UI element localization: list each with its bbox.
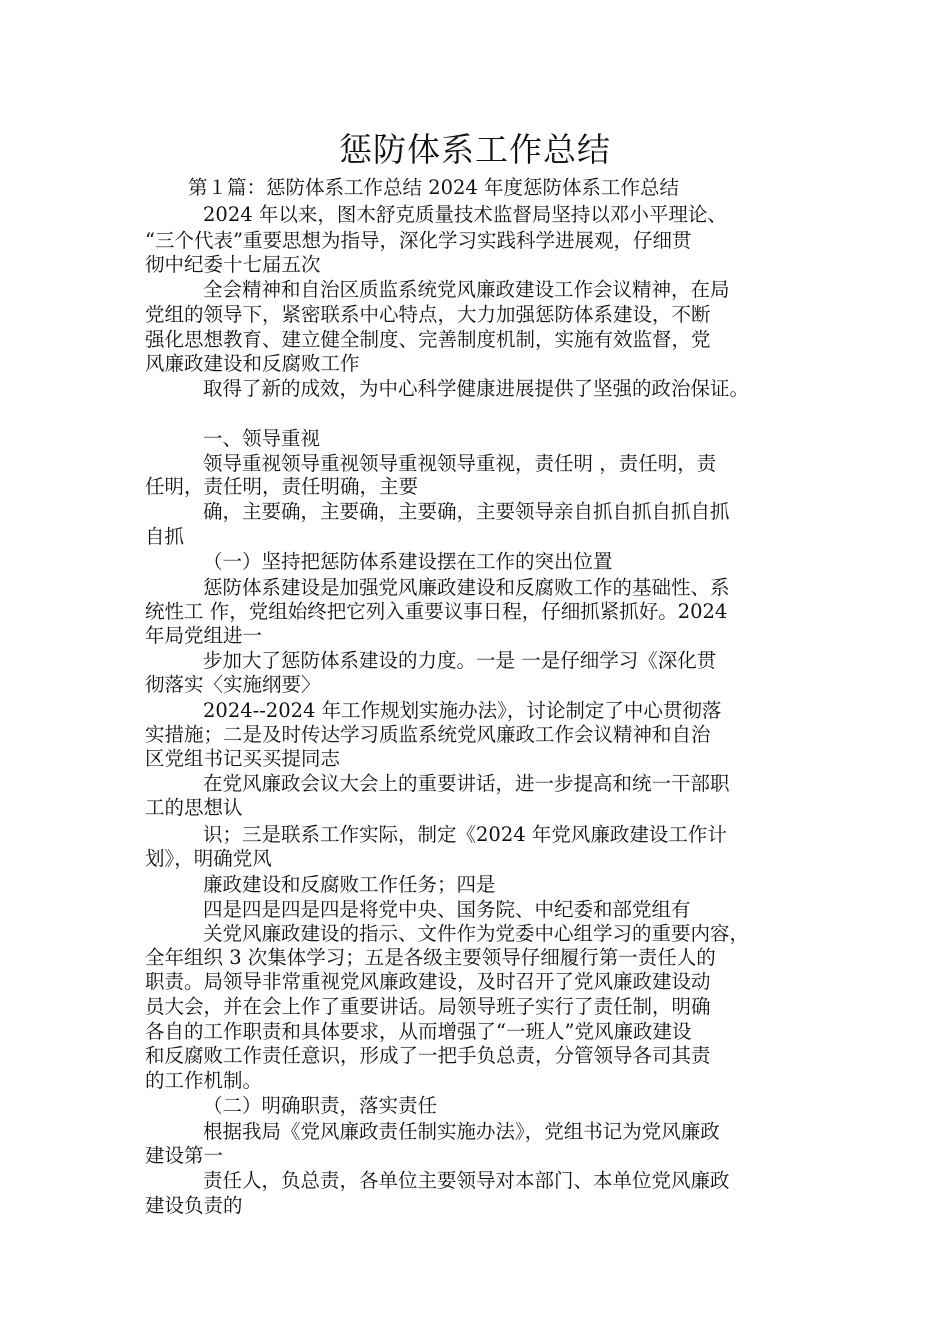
text-line: 在党风廉政会议大会上的重要讲话，进一步提高和统一干部职 <box>203 772 730 795</box>
text-line: 年局党组进一 <box>145 624 263 647</box>
text-line: 职责。局领导非常重视党风廉政建设，及时召开了党风廉政建设动 <box>145 970 711 993</box>
text-line: 划》，明确党风 <box>145 847 272 870</box>
text-line: 的工作机制。 <box>145 1069 263 1092</box>
text-line: 步加大了惩防体系建设的力度。一是 一是仔细学习《深化贯 <box>203 649 717 672</box>
text-line: 2024 年以来，图木舒克质量技术监督局坚持以邓小平理论、 <box>203 203 727 226</box>
text-line: 2024--2024 年工作规划实施办法》，讨论制定了中心贯彻落 <box>203 699 722 722</box>
subsection-heading: （一）坚持把惩防体系建设摆在工作的突出位置 <box>203 550 613 573</box>
text-line: 风廉政建设和反腐败工作 <box>145 352 360 375</box>
text-line: 彻中纪委十七届五次 <box>145 253 321 276</box>
text-line: 统性工 作，党组始终把它列入重要议事日程，仔细抓紧抓好。2024 <box>145 600 728 623</box>
text-line: “三个代表”重要思想为指导，深化学习实践科学进展观，仔细贯 <box>145 229 692 252</box>
text-line: 自抓 <box>145 525 185 548</box>
text-line: 全年组织 3 次集体学习；五是各级主要领导仔细履行第一责任人的 <box>145 946 716 969</box>
text-line: 工的思想认 <box>145 796 243 819</box>
text-line: 和反腐败工作责任意识，形成了一把手负总责，分管领导各司其责 <box>145 1044 711 1067</box>
text-line: 彻落实〈实施纲要〉 <box>145 673 321 696</box>
text-line: 领导重视领导重视领导重视领导重视，责任明 ，责任明，责 <box>203 452 717 475</box>
text-line: 惩防体系建设是加强党风廉政建设和反腐败工作的基础性、系 <box>203 576 730 599</box>
text-line: 实措施；二是及时传达学习质监系统党风廉政工作会议精神和自治 <box>145 723 711 746</box>
text-line: 根据我局《党风廉政责任制实施办法》，党组书记为党风廉政 <box>203 1120 720 1143</box>
text-line: 关党风廉政建设的指示、文件作为党委中心组学习的重要内容， <box>203 922 750 945</box>
text-line: 责任人，负总责，各单位主要领导对本部门、本单位党风廉政 <box>203 1169 730 1192</box>
text-line: 区党组书记买买提同志 <box>145 747 341 770</box>
text-line: 四是四是四是四是将党中央、国务院、中纪委和部党组有 <box>203 898 691 921</box>
text-line: 识；三是联系工作实际，制定《2024 年党风廉政建设工作计 <box>203 823 727 846</box>
document-title: 惩防体系工作总结 <box>339 130 611 169</box>
text-line: 取得了新的成效，为中心科学健康进展提供了坚强的政治保证。 <box>203 377 750 400</box>
text-line: 建设负责的 <box>145 1194 243 1217</box>
subsection-heading: （二）明确职责，落实责任 <box>203 1094 438 1117</box>
text-line: 全会精神和自治区质监系统党风廉政建设工作会议精神，在局 <box>203 278 730 301</box>
text-line: 强化思想教育、建立健全制度、完善制度机制，实施有效监督，党 <box>145 328 711 351</box>
text-line: 各自的工作职责和具体要求，从而增强了“一班人”党风廉政建设 <box>145 1020 692 1043</box>
text-line: 廉政建设和反腐败工作任务；四是 <box>203 873 496 896</box>
subtitle-line: 第１篇：惩防体系工作总结 2024 年度惩防体系工作总结 <box>188 176 680 199</box>
text-line: 任明，责任明，责任明确，主要 <box>145 475 419 498</box>
text-line: 党组的领导下，紧密联系中心特点，大力加强惩防体系建设，不断 <box>145 303 711 326</box>
text-line: 员大会，并在会上作了重要讲话。局领导班子实行了责任制，明确 <box>145 995 711 1018</box>
text-line: 确，主要确，主要确，主要确，主要领导亲自抓自抓自抓自抓 <box>203 500 730 523</box>
section-heading: 一、领导重视 <box>203 427 321 450</box>
text-line: 建设第一 <box>145 1144 224 1167</box>
